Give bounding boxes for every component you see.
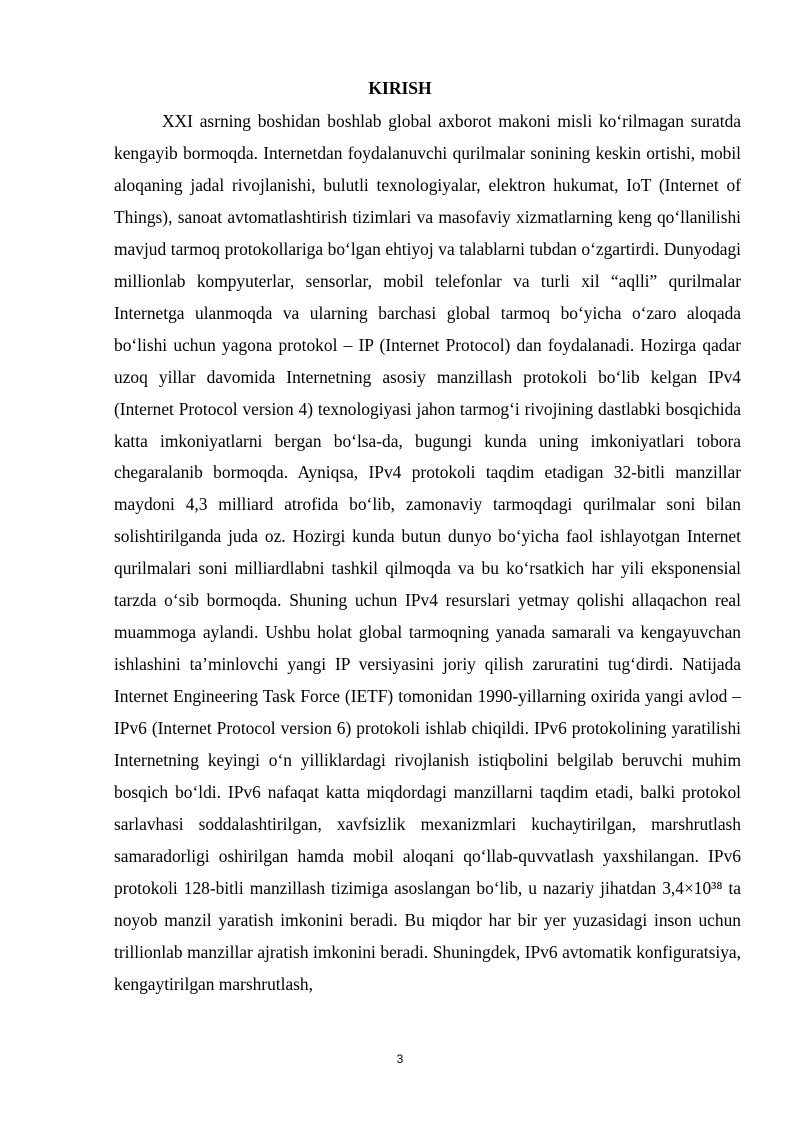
section-heading: KIRISH [368, 78, 432, 98]
body-paragraph: XXI asrning boshidan boshlab global axborot makoni misli ko‘rilmagan suratda kengayib bormoqda. Internetdan foydalanuvchi qurilmalar sonining keskin ortishi, mobil aloqaning jadal rivojlanishi, bulutli texnologiyalar, elektron hukumat, IoT (Internet of Things), sanoat avtomatlashtirish tizimlari va masofaviy xizmatlarning keng qo‘llanilishi mavjud tarmoq protokollariga bo‘lgan ehtiyoj va talablarni tubdan o‘zgartirdi. Dunyodagi millionlab kompyuterlar, sensorlar, mobil telefonlar va turli xil “aqlli” qurilmalar Internetga ulanmoqda va ularning barchasi global tarmoq bo‘yicha o‘zaro aloqada bo‘lishi uchun yagona protokol – IP (Internet Protocol) dan foydalanadi. Hozirga qadar uzoq yillar davomida Internetning asosiy manzillash protokoli bo‘lib kelgan IPv4 (Internet Protocol version 4) texnologiyasi jahon tarmog‘i rivojining dastlabki bosqichida katta imkoniyatlarni bergan bo‘lsa-da, bugungi kunda uning imkoniyatlari tobora chegaralanib bormoqda. Ayniqsa, IPv4 protokoli taqdim etadigan 32-bitli manzillar maydoni 4,3 milliard atrofida bo‘lib, zamonaviy tarmoqdagi qurilmalar soni bilan solishtirilganda juda oz. Hozirgi kunda butun dunyo bo‘yicha faol ishlayotgan Internet qurilmalari soni milliardlabni tashkil qilmoqda va bu ko‘rsatkich har yili eksponensial tarzda o‘sib bormoqda. Shuning uchun IPv4 resurslari yetmay qolishi allaqachon real muammoga aylandi. Ushbu holat global tarmoqning yanada samarali va kengayuvchan ishlashini ta’minlovchi yangi IP versiyasini joriy qilish zaruratini tug‘dirdi. Natijada Internet Engineering Task Force (IETF) tomonidan 1990-yillarning oxirida yangi avlod – IPv6 (Internet Protocol version 6) protokoli ishlab chiqildi. IPv6 protokolining yaratilishi Internetning keyingi o‘n yilliklardagi rivojlanish istiqbolini belgilab beruvchi muhim bosqich bo‘ldi. IPv6 nafaqat katta miqdordagi manzillarni taqdim etadi, balki protokol sarlavhasi soddalashtirilgan, xavfsizlik mexanizmlari kuchaytirilgan, marshrutlash samaradorligi oshirilgan hamda mobil aloqani qo‘llab-quvvatlash yaxshilangan. IPv6 protokoli 128-bitli manzillash tizimiga asoslangan bo‘lib, u nazariy jihatdan 3,4×10³⁸ ta noyob manzil yaratish imkonini beradi. Bu miqdor har bir yer yuzasidagi inson uchun trillionlab manzillar ajratish imkonini beradi. Shuningdek, IPv6 avtomatik konfiguratsiya, kengaytirilgan marshrutlash, [114, 111, 741, 994]
page-number: 3 [396, 1052, 404, 1066]
